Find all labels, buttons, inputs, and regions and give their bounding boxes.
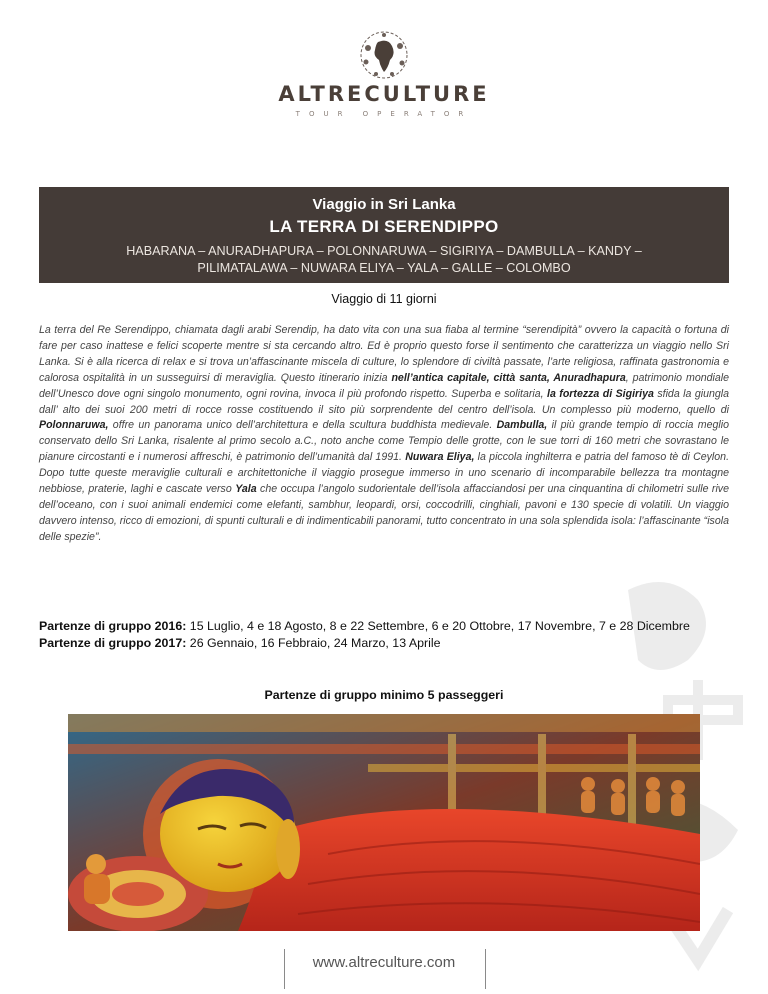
intro-text-4: offre un panorama unico dell’architettura e della scultura buddhista medievale. xyxy=(108,419,497,432)
intro-text-1: La terra del Re Serendippo, chiamata dagli arabi Serendip, ha dato vita con una sua fiaba al termine “serendipità” ovvero la capacità o fortuna di fare per caso inattese e felici scoperte mentre si sta cercando altro. Ed è proprio questo forse il sentimento che caratterizza un viaggio nello Sri Lanka. Si è alla ricerca di relax e si trova un’affascinante miscela di culture, lo splendore di civiltà passate, l’arte religiosa, raffinata gastronomia e calorosa ospitalità in un susseguirsi di meraviglia. Questo itinerario inizia xyxy=(39,324,729,384)
title-banner xyxy=(39,187,729,283)
intro-highlight-polonnaruwa: Polonnaruwa, xyxy=(39,419,109,432)
banner-kicker: Viaggio in Sri Lanka xyxy=(312,196,456,213)
departures-2017 xyxy=(39,635,729,652)
intro-highlight-yala: Yala xyxy=(235,483,257,496)
intro-highlight-dambulla: Dambulla, xyxy=(496,419,548,432)
brand-tagline: TOUR OPERATOR xyxy=(295,110,473,118)
intro-text-5: il più grande tempio di roccia meglio conservato dello Sri Lanka, risalente al primo secolo a.C., noto anche come Tempio delle grotte, con le sue torri di 160 metri che sovrastano le pianure circostanti e i numerosi affreschi, è patrimonio dell’umanità dal 1991. xyxy=(39,419,729,464)
departures-2016-label: Partenze di gruppo 2016: xyxy=(39,619,187,633)
banner-route xyxy=(39,243,729,277)
departures-2016 xyxy=(39,618,729,635)
departures-2017-dates: 26 Gennaio, 16 Febbraio, 24 Marzo, 13 Aprile xyxy=(186,636,441,650)
intro-text-6: la piccola inghilterra e patria del famoso tè di Ceylon. Dopo tutte queste meraviglie culturali e architettoniche il viaggio prosegue immerso in uno scenario di incomparabile bellezza tra montagne nebbiose, praterie, laghi e cascate verso xyxy=(39,451,730,496)
logo xyxy=(0,30,768,80)
brand-name: ALTRECULTURE xyxy=(278,82,490,106)
reclining-buddha-image xyxy=(68,714,700,931)
departures-2016-dates: 15 Luglio, 4 e 18 Agosto, 8 e 22 Settembre, 6 e 20 Ottobre, 17 Novembre, 7 e 28 Dicembre xyxy=(186,619,690,633)
trip-duration: Viaggio di 11 giorni xyxy=(331,292,437,306)
departures-block xyxy=(39,618,729,652)
intro-paragraph xyxy=(39,323,729,546)
website-link[interactable]: www.altreculture.com xyxy=(312,954,456,971)
globe-animals-logo-icon xyxy=(356,30,412,80)
departures-2017-label: Partenze di gruppo 2017: xyxy=(39,636,187,650)
banner-headline: LA TERRA DI SERENDIPPO xyxy=(269,217,499,236)
route-line-1: HABARANA – ANURADHAPURA – POLONNARUWA – SIGIRIYA – DAMBULLA – KANDY – xyxy=(126,244,642,258)
intro-highlight-sigiriya: la fortezza di Sigiriya xyxy=(547,387,654,400)
intro-text-3: sfida la giungla dall’ alto dei suoi 200 metri di rocce rosse costituendo il sito più sorprendente del centro dell’isola. Un complesso più moderno, quello di xyxy=(39,387,729,416)
route-line-2: PILIMATALAWA – NUWARA ELIYA – YALA – GALLE – COLOMBO xyxy=(197,261,571,275)
intro-text-2: , patrimonio mondiale dell’Unesco dove ogni singolo monumento, ogni rovina, invoca il più profondo rispetto. Superba e solitaria, xyxy=(39,371,729,400)
intro-highlight-anuradhapura: nell’antica capitale, città santa, Anuradhapura xyxy=(391,371,626,384)
min-passengers-note: Partenze di gruppo minimo 5 passeggeri xyxy=(264,688,504,702)
reclining-buddha-photo xyxy=(68,714,700,931)
intro-text-7: che occupa l’angolo sudorientale dell’isola affacciandosi per una cinquantina di chilometri sulle rive dell’oceano, con i suoi animali endemici come elefanti, sambhur, leopardi, orsi, coccodrilli, cinghiali, pavoni e 130 specie di volatili. Un viaggio davvero intenso, ricco di emozioni, di spunti culturali e di indimenticabili panorami, tutto concentrato in una sola splendida isola: l’affascinante “isola delle spezie”. xyxy=(39,483,729,543)
intro-highlight-nuwara-eliya: Nuwara Eliya, xyxy=(405,451,475,464)
